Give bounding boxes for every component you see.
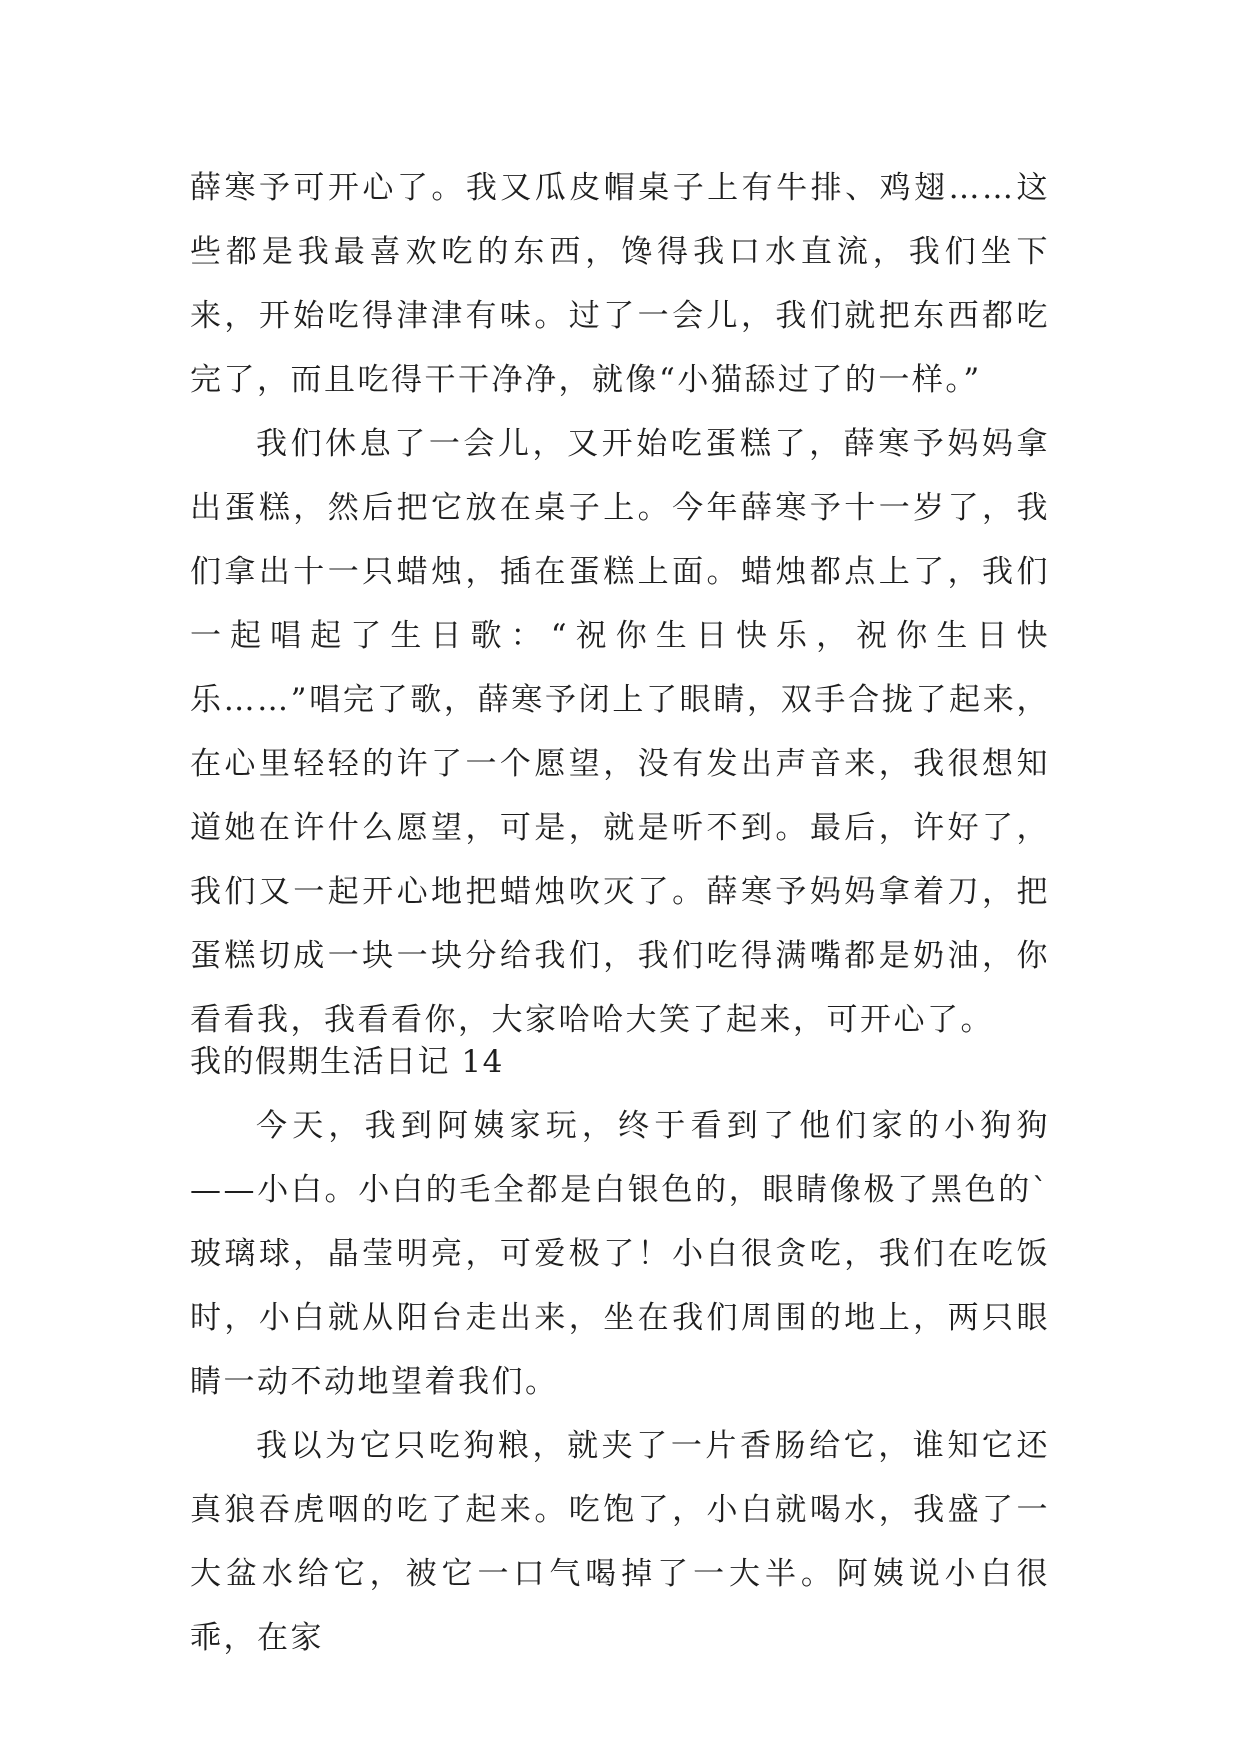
paragraph: 我以为它只吃狗粮，就夹了一片香肠给它，谁知它还真狼吞虎咽的吃了起来。吃饱了，小白就喝水，我盛了一大盆水给它，被它一口气喝掉了一大半。阿姨说小白很乖，在家 bbox=[190, 1428, 1050, 1656]
paragraph: 今天，我到阿姨家玩，终于看到了他们家的小狗狗——小白。小白的毛全都是白银色的，眼睛像极了黑色的`玻璃球，晶莹明亮，可爱极了！小白很贪吃，我们在吃饭时，小白就从阳台走出来，坐在我们周围的地上，两只眼睛一动不动地望着我们。 bbox=[190, 1108, 1050, 1400]
diary-entry-13-continuation bbox=[190, 156, 1050, 1052]
diary-entry-14-body bbox=[190, 1094, 1050, 1670]
article-title: 我的假期生活日记 14 bbox=[190, 1044, 504, 1080]
paragraph: 薛寒予可开心了。我又瓜皮帽桌子上有牛排、鸡翅……这些都是我最喜欢吃的东西，馋得我口水直流，我们坐下来，开始吃得津津有味。过了一会儿，我们就把东西都吃完了，而且吃得干干净净，就像“小猫舔过了的一样。” bbox=[190, 170, 1050, 398]
paragraph: 我们休息了一会儿，又开始吃蛋糕了，薛寒予妈妈拿出蛋糕，然后把它放在桌子上。今年薛寒予十一岁了，我们拿出十一只蜡烛，插在蛋糕上面。蜡烛都点上了，我们一起唱起了生日歌：“祝你生日快乐，祝你生日快乐……”唱完了歌，薛寒予闭上了眼睛，双手合拢了起来，在心里轻轻的许了一个愿望，没有发出声音来，我很想知道她在许什么愿望，可是，就是听不到。最后，许好了，我们又一起开心地把蜡烛吹灭了。薛寒予妈妈拿着刀，把蛋糕切成一块一块分给我们，我们吃得满嘴都是奶油，你看看我，我看看你，大家哈哈大笑了起来，可开心了。 bbox=[190, 426, 1050, 1038]
